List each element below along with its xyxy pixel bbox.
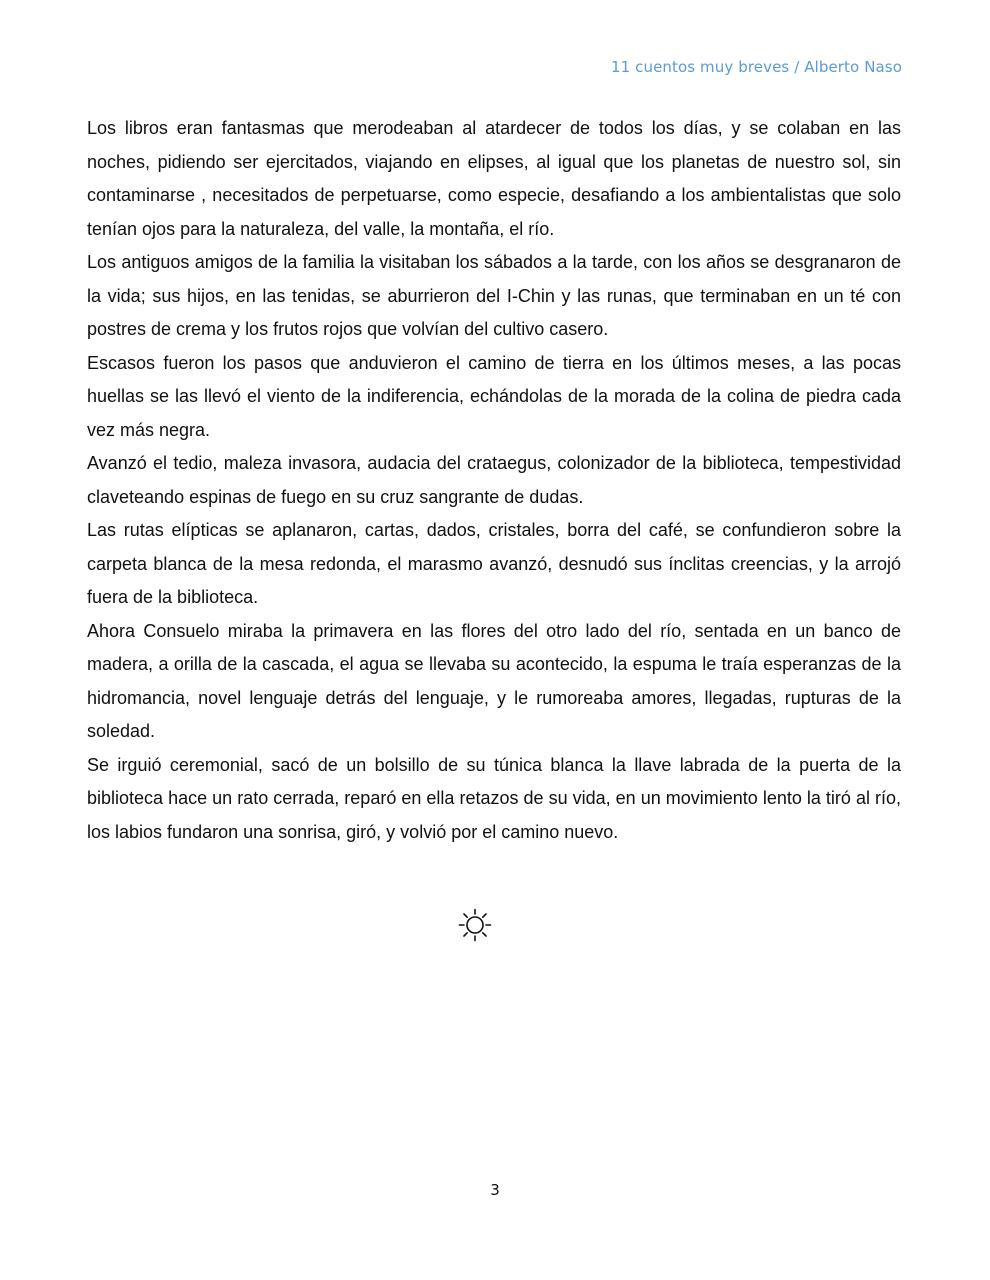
paragraph: Avanzó el tedio, maleza invasora, audacia del crataegus, colonizador de la biblioteca, tempestividad claveteando espinas de fuego en su cruz sangrante de dudas. <box>87 453 901 507</box>
page-number: 3 <box>490 1181 500 1199</box>
paragraph: Escasos fueron los pasos que anduvieron el camino de tierra en los últimos meses, a las pocas huellas se las llevó el viento de la indiferencia, echándolas de la morada de la colina de piedra cada vez más negra. <box>87 352 901 440</box>
paragraph: Las rutas elípticas se aplanaron, cartas, dados, cristales, borra del café, se confundieron sobre la carpeta blanca de la mesa redonda, el marasmo avanzó, desnudó sus ínclitas creencias, y la arrojó fuera de la biblioteca. <box>87 520 901 607</box>
paragraph: Ahora Consuelo miraba la primavera en las flores del otro lado del río, sentada en un banco de madera, a orilla de la cascada, el agua se llevaba su acontecido, la espuma le traía esperanzas de la hidromancia, novel lenguaje detrás del lenguaje, y le rumoreaba amores, llegadas, rupturas de la soledad. <box>87 620 901 741</box>
paragraph: Los antiguos amigos de la familia la visitaban los sábados a la tarde, con los años se desgranaron de la vida; sus hijos, en las tenidas, se aburrieron del I-Chin y las runas, que terminaban en un té con postres de crema y los frutos rojos que volvían del cultivo casero. <box>87 252 901 339</box>
running-header: 11 cuentos muy breves / Alberto Naso <box>610 58 902 76</box>
story-body <box>87 112 901 849</box>
paragraph: Los libros eran fantasmas que merodeaban al atardecer de todos los días, y se colaban en las noches, pidiendo ser ejercitados, viajando en elipses, al igual que los planetas de nuestro sol, sin contaminarse , necesitados de perpetuarse, como especie, desafiando a los ambientalistas que solo tenían ojos para la naturaleza, del valle, la montaña, el río. <box>87 118 901 239</box>
paragraph: Se irguió ceremonial, sacó de un bolsillo de su túnica blanca la llave labrada de la puerta de la biblioteca hace un rato cerrada, reparó en ella retazos de su vida, en un movimiento lento la tiró al río, los labios fundaron una sonrisa, giró, y volvió por el camino nuevo. <box>87 754 901 842</box>
sun-icon <box>458 908 492 942</box>
